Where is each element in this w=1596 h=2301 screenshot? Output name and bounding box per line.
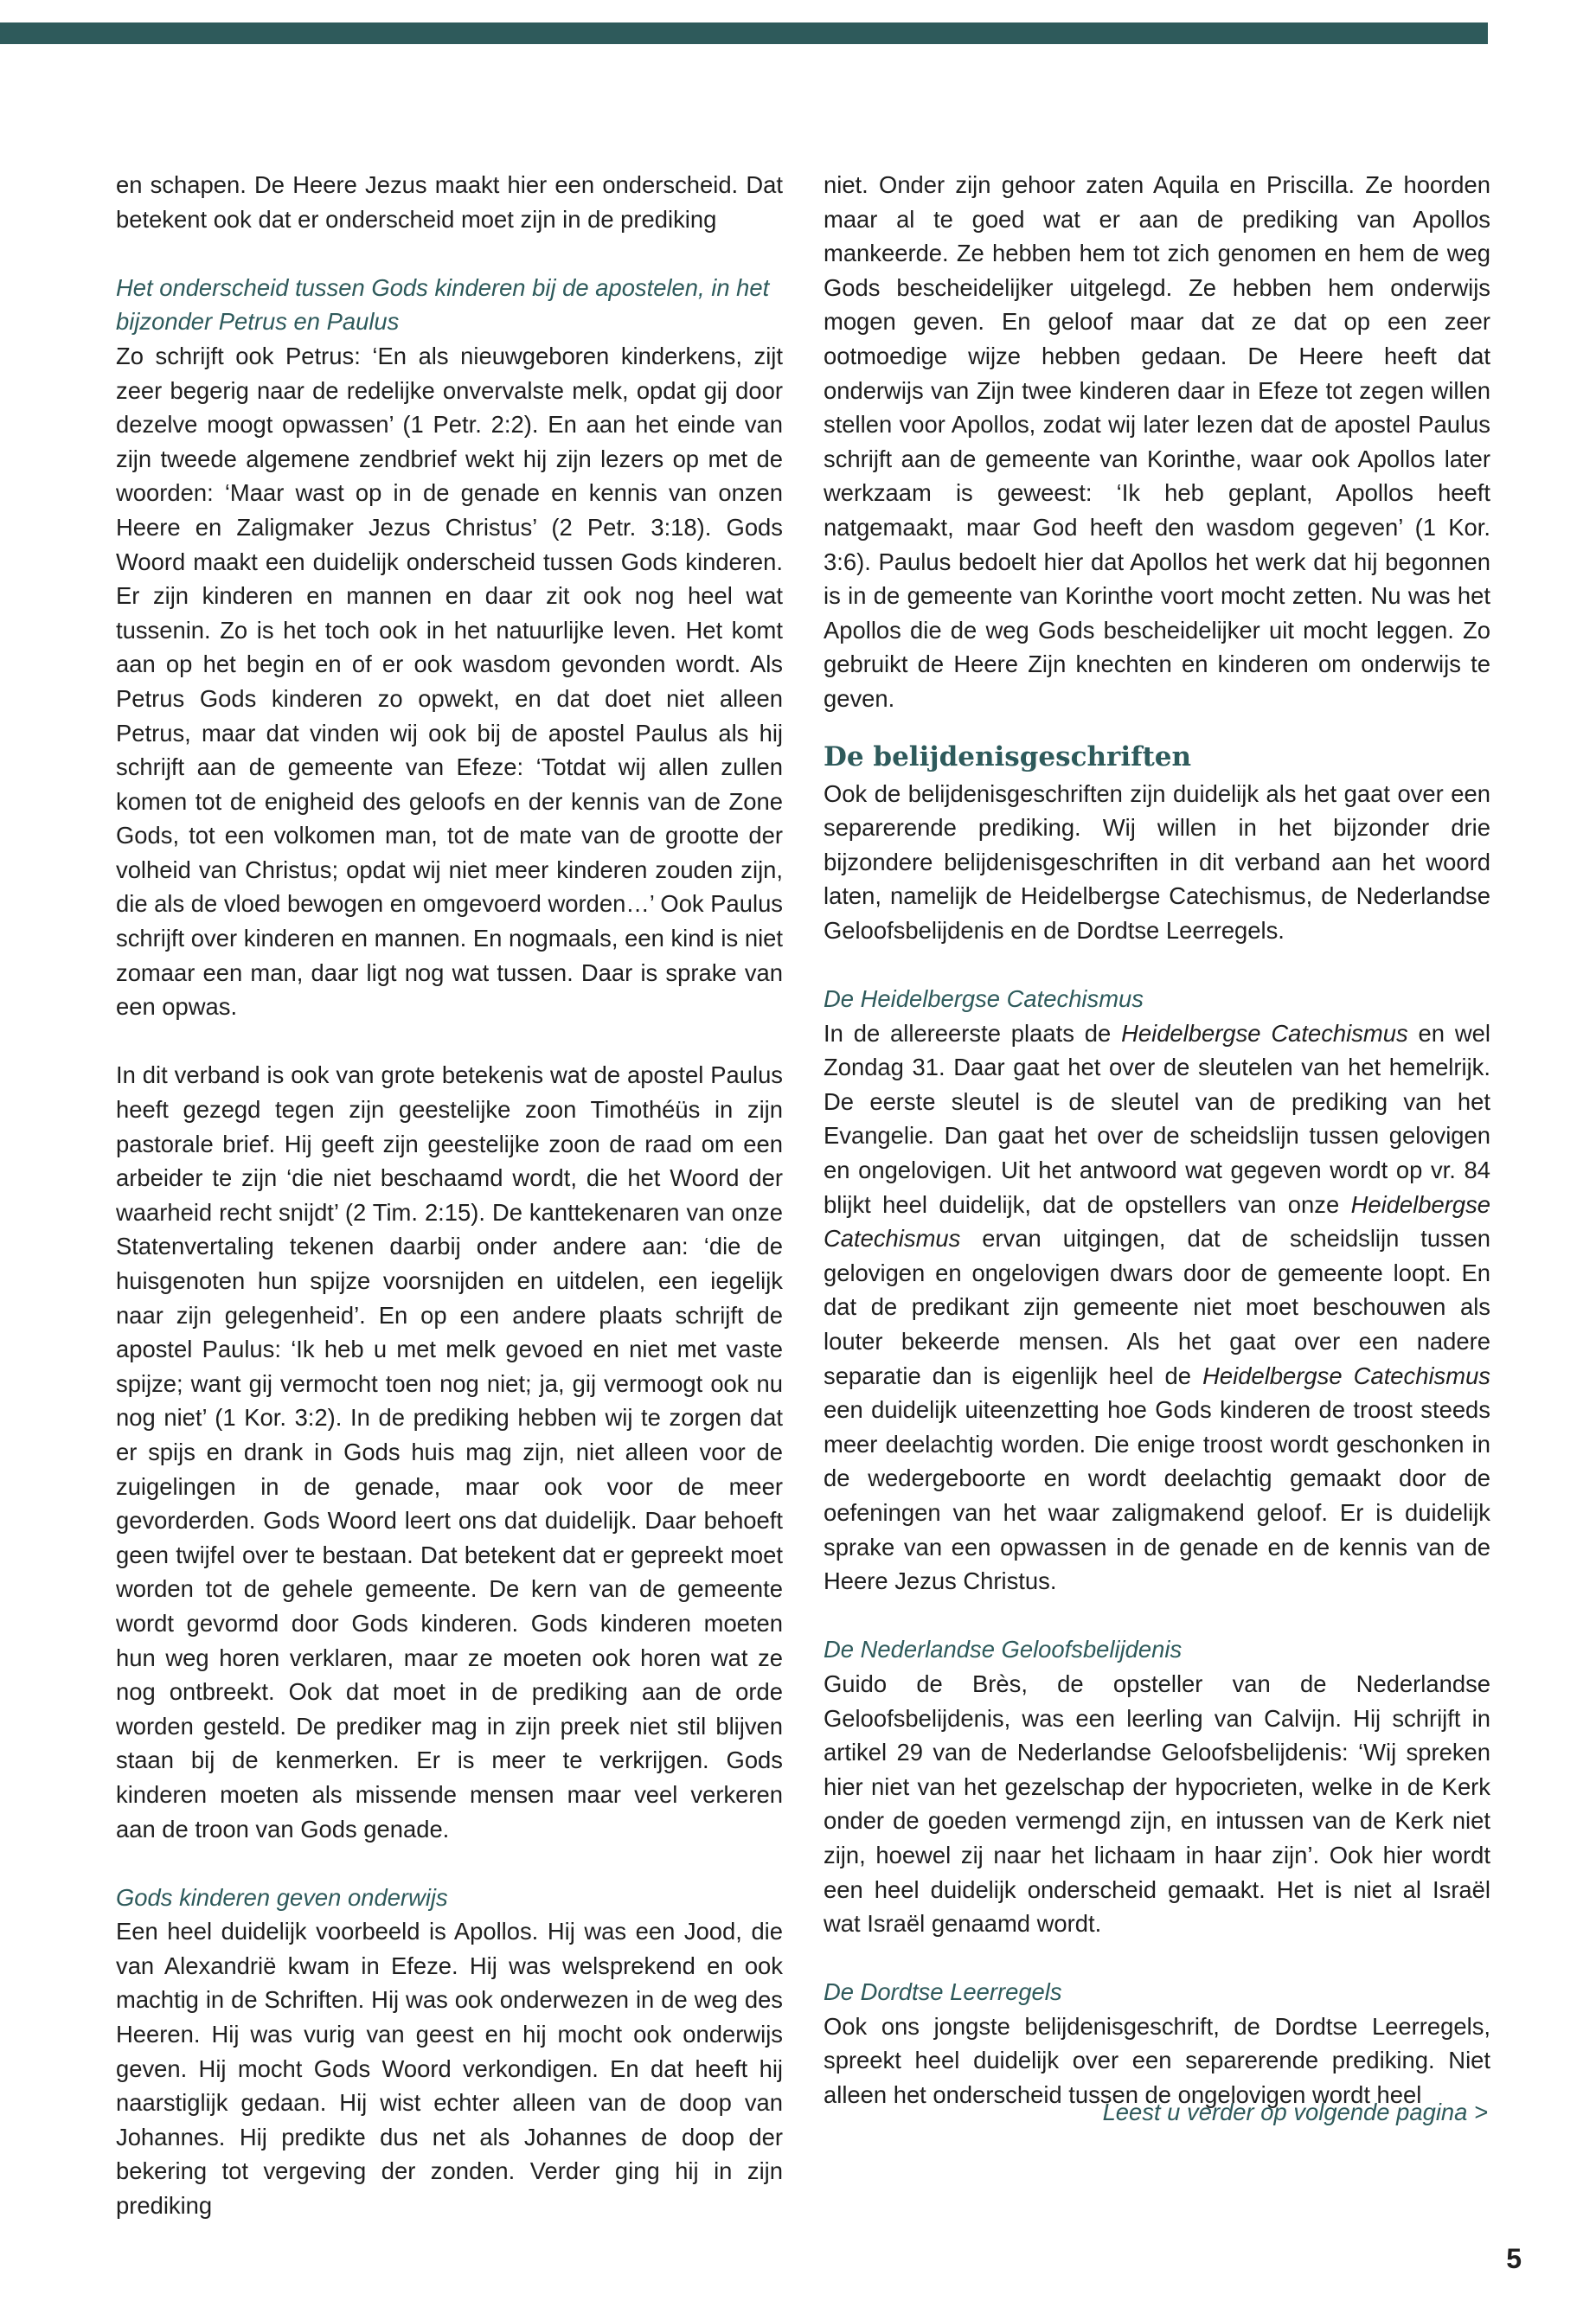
paragraph: Ook de belijdenisgeschriften zijn duidelijk als het gaat over een separerende prediking. Wij willen in het bijzonder drie bijzondere belijdenisgeschriften in dit verband aan het woord laten, namelijk de Heidelbergse Catechismus, de Nederlandse Geloofsbelijdenis en de Dordtse Leerregels. [824,779,1490,944]
left-column [116,168,783,2223]
italic-title: Heidelbergse Catechismus [1121,1019,1408,1047]
paragraph-catechismus: In de allereerste plaats de Heidelbergse Catechismus en wel Zondag 31. Daar gaat het over de sleutelen van het hemelrijk. De eerste sleutel is de sleutel van de prediking van het Evangelie. Dan gaat het over de scheidslijn tussen gelovigen en ongelovigen. Uit het antwoord wat gegeven wordt op vr. 84 blijkt heel duidelijk, dat de opstellers van onze Heidelbergse Catechismus ervan uitgingen, dat de scheidslijn tussen gelovigen en ongelovigen dwars door de gemeente loopt. En dat de predikant zijn gemeente niet moet beschouwen als louter bekeerde mensen. Als het gaat over een nadere separatie dan is eigenlijk heel de Heidelbergse Catechismus een duidelijk uiteenzetting hoe Gods kinderen de troost steeds meer deelachtig worden. Die enige troost wordt geschonken in de wedergeboorte en wordt deelachtig gemaakt door de oefeningen van het waar zaligmakend geloof. Er is duidelijk sprake van een opwassen in de genade en de kennis van de Heere Jezus Christus. [824,1019,1490,1595]
continue-link[interactable]: Leest u verder op volgende pagina > [1102,2099,1488,2125]
paragraph: Zo schrijft ook Petrus: ‘En als nieuwgeboren kinderkens, zijt zeer begerig naar de redelijke onvervalste melk, opdat gij door dezelve moogt opwassen’ (1 Petr. 2:2). En aan het einde van zijn tweede algemene zendbrief wekt hij zijn lezers op met de woorden: ‘Maar wast op in de genade en kennis van onzen Heere en Zaligmaker Jezus Christus’ (2 Petr. 3:18). Gods Woord maakt een duidelijk onderscheid tussen Gods kinderen. Er zijn kinderen en mannen en daar zit ook nog heel wat tussenin. Zo is het toch ook in het natuurlijke leven. Het komt aan op het begin en of er ook wasdom gevonden wordt. Als Petrus Gods kinderen zo opwekt, en dat doet niet alleen Petrus, maar dat vinden wij ook bij de apostel Paulus als hij schrijft aan de gemeente van Efeze: ‘Totdat wij allen zullen komen tot de enigheid des geloofs en der kennis van de Zone Gods, tot een volkomen man, tot de mate van de grootte der volheid van Christus; opdat wij niet meer kinderen zouden zijn, die als de vloed bewogen en omgevoerd worden…’ Ook Paulus schrijft over kinderen en mannen. En nogmaals, een kind is niet zomaar een man, daar ligt nog wat tussen. Daar is sprake van een opwas. [116,342,783,1021]
italic-title: Heidelbergse Catechismus [1202,1362,1490,1389]
subheading: De Heidelbergse Catechismus [824,985,1144,1013]
paragraph: Een heel duidelijk voorbeeld is Apollos. Hij was een Jood, die van Alexandrië kwam in Efeze. Hij was welsprekend en ook machtig in de Schriften. Hij was ook onderwezen in de weg des Heeren. Hij was vurig van geest en hij mocht ook onderwijs geven. Hij mocht Gods Woord verkondigen. En dat heeft hij naarstiglijk gedaan. Hij wist echter alleen van de doop van Johannes. Hij predikte dus net als Johannes de doop der bekering tot vergeving der zonden. Verder ging hij in zijn prediking [116,1918,783,2220]
paragraph: In dit verband is ook van grote betekenis wat de apostel Paulus heeft gezegd tegen zijn geestelijke zoon Timothéüs in zijn pastorale brief. Hij geeft zijn geestelijke zoon de raad om een arbeider te zijn ‘die niet beschaamd wordt, die het Woord der waarheid recht snijdt’ (2 Tim. 2:15). De kanttekenaren van onze Statenvertaling tekenen daarbij onder andere aan: ‘die de huisgenoten hun spijze voorsnijden en uitdelen, een iegelijk naar zijn gelegenheid’. En op een andere plaats schrijft de apostel Paulus: ‘Ik heb u met melk gevoed en niet met vaste spijze; want gij vermocht toen nog niet; ja, gij vermoogt ook nu nog niet’ (1 Kor. 3:2). In de prediking hebben wij te zorgen dat er spijs en drank in Gods huis mag zijn, niet alleen voor de zuigelingen in de genade, maar ook voor de meer gevorderden. Gods Woord leert ons dat duidelijk. Daar behoeft geen twijfel over te bestaan. Dat betekent dat er gepreekt moet worden tot de gehele gemeente. De kern van de gemeente wordt gevormd door Gods kinderen. Gods kinderen moeten hun weg horen verklaren, maar ze moeten ook horen wat ze nog ontbreekt. Ook dat moet in de prediking aan de orde worden gesteld. De prediker mag in zijn preek niet stil blijven staan bij de kenmerken. Er is meer te verkrijgen. Gods kinderen moeten als missende mensen maar veel verkeren aan de troon van Gods genade. [116,1061,783,1843]
paragraph: en schapen. De Heere Jezus maakt hier een onderscheid. Dat betekent ook dat er onderscheid moet zijn in de prediking [116,171,783,233]
subheading: De Nederlandse Geloofsbelijdenis [824,1636,1183,1663]
page-number: 5 [1506,2243,1522,2274]
header-bar [0,22,1488,44]
subheading: De Dordtse Leerregels [824,1978,1062,2006]
right-column [824,168,1490,2112]
paragraph: Ook ons jongste belijdenisgeschrift, de Dordtse Leerregels, spreekt heel duidelijk over een separerende prediking. Niet alleen het onderscheid tussen de ongelovigen wordt heel [824,2012,1490,2109]
subheading: Het onderscheid tussen Gods kinderen bij de apostelen, in het bijzonder Petrus en Paulus [116,273,770,336]
paragraph: Guido de Brès, de opsteller van de Nederlandse Geloofsbelijdenis, was een leerling van Calvijn. Hij schrijft in artikel 29 van de Nederlandse Geloofsbelijdenis: ‘Wij spreken hier niet van het gezelschap der hypocrieten, welke in de Kerk onder de goeden vermengd zijn, en intussen van de Kerk niet zijn, hoewel zij naar het lichaam in haar zijn’. Ook hier wordt een heel duidelijk onderscheid gemaakt. Het is niet al Israël wat Israël genaamd wordt. [824,1670,1490,1938]
section-heading: De belijdenisgeschriften [824,740,1192,772]
italic-title: Heidelbergse Catechismus [824,1190,1490,1253]
subheading: Gods kinderen geven onderwijs [116,1883,448,1911]
paragraph: niet. Onder zijn gehoor zaten Aquila en Priscilla. Ze hoorden maar al te goed wat er aan de prediking van Apollos mankeerde. Ze hebben hem tot zich genomen en hem de weg Gods bescheidelijker uitgelegd. Ze hebben hem onderwijs mogen geven. En geloof maar dat ze dat op een zeer ootmoedige wijze hebben gedaan. De Heere heeft dat onderwijs van Zijn twee kinderen daar in Efeze tot zegen willen stellen voor Apollos, zodat wij later lezen dat de apostel Paulus schrijft aan de gemeente van Korinthe, waar ook Apollos later werkzaam is geweest: ‘Ik heb geplant, Apollos heeft natgemaakt, maar God heeft den wasdom gegeven’ (1 Kor. 3:6). Paulus bedoelt hier dat Apollos het werk dat hij begonnen is in de gemeente van Korinthe voort mocht zetten. Nu was het Apollos die de weg Gods bescheidelijker uit mocht leggen. Zo gebruikt de Heere Zijn knechten en kinderen om onderwijs te geven. [824,171,1490,712]
